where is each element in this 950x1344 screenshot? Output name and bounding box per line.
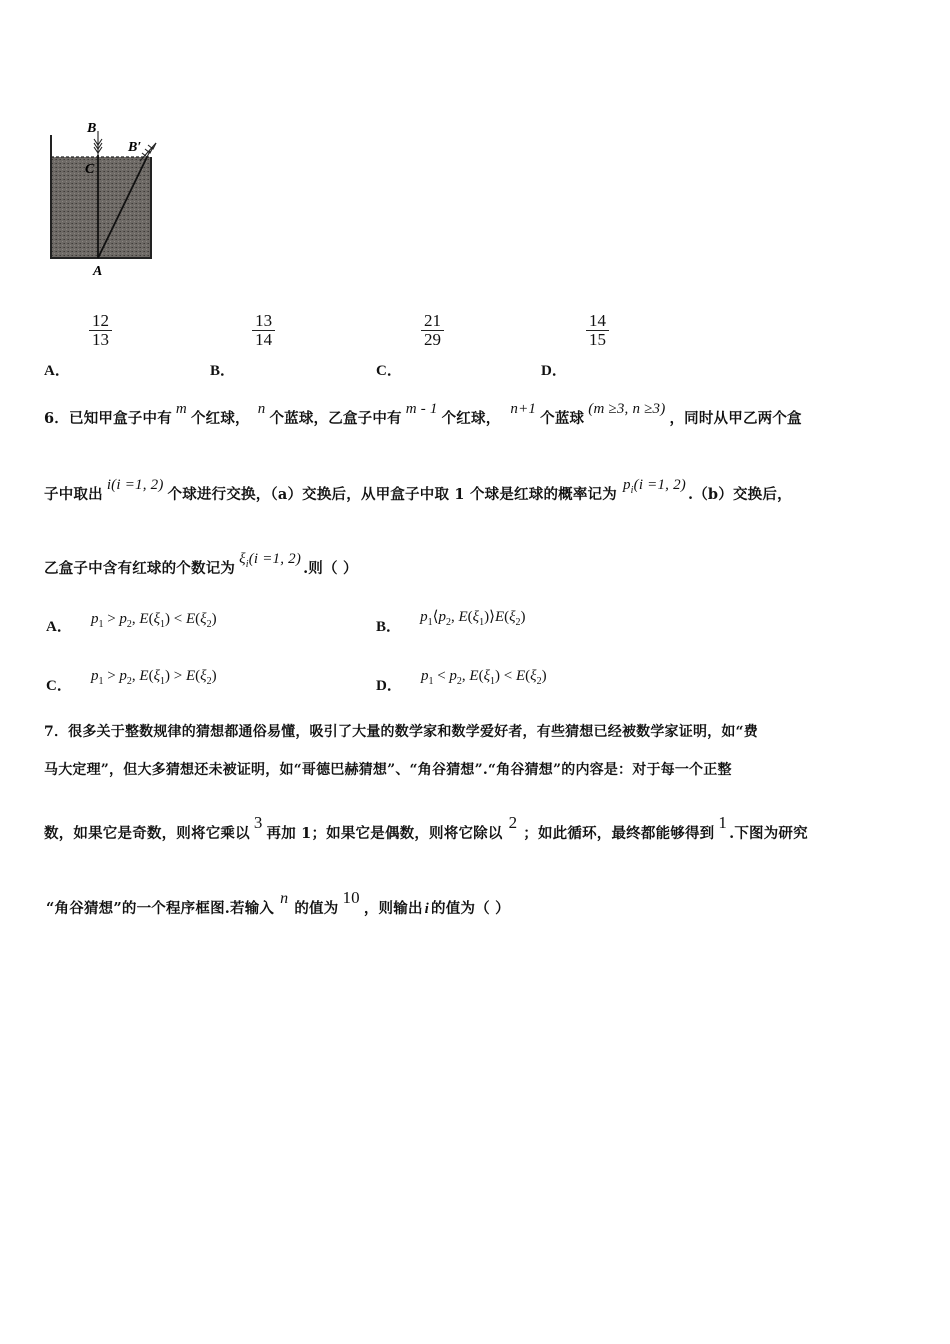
fraction bbox=[252, 312, 275, 349]
denominator: 15 bbox=[588, 329, 606, 349]
math-one: 1 bbox=[718, 813, 728, 832]
operator: ⟩ bbox=[489, 609, 495, 625]
fraction bbox=[421, 312, 444, 349]
xi-tail: (i =1, 2) bbox=[248, 551, 302, 567]
text: .则（ ） bbox=[303, 560, 358, 577]
q5-option-b[interactable] bbox=[210, 311, 275, 379]
p-subscript: i bbox=[630, 485, 634, 496]
math-m-minus-1: m - 1 bbox=[405, 401, 438, 417]
q5-option-a[interactable] bbox=[44, 311, 112, 379]
option-label: B． bbox=[210, 362, 236, 379]
option-label: A． bbox=[46, 619, 72, 635]
tank-figure bbox=[44, 115, 169, 280]
q6-line-1 bbox=[44, 401, 802, 428]
numerator: 13 bbox=[252, 312, 275, 331]
option-math: $p_1 > p_2$, $E(\xi_1) > E(\xi_2)$ bbox=[90, 668, 217, 687]
option-label: C． bbox=[376, 362, 402, 379]
fraction bbox=[586, 312, 609, 349]
q6-option-a[interactable] bbox=[46, 607, 217, 635]
text: “角谷猜想”的一个程序框图.若输入 bbox=[46, 900, 275, 917]
q6-option-b[interactable] bbox=[376, 605, 526, 635]
operator: ⟨ bbox=[432, 609, 439, 625]
text: 子中取出 bbox=[44, 486, 103, 503]
math-i-expr: i(i =1, 2) bbox=[106, 477, 164, 493]
label-A: A bbox=[93, 264, 103, 279]
math-i: i bbox=[424, 901, 430, 917]
text: 的值为 bbox=[294, 900, 339, 917]
math-m: m bbox=[175, 401, 187, 417]
text: 个球进行交换，（a）交换后，从甲盒子中取 1 个球是红球的概率记为 bbox=[167, 486, 617, 503]
math-xi-expr bbox=[239, 551, 302, 570]
denominator: 13 bbox=[91, 329, 109, 349]
numerator: 21 bbox=[421, 312, 444, 331]
denominator: 29 bbox=[423, 329, 441, 349]
text: .下图为研究 bbox=[729, 825, 808, 842]
math-n: n bbox=[280, 890, 289, 907]
numerator: 14 bbox=[586, 312, 609, 331]
p-symbol: p bbox=[622, 477, 631, 493]
text: ；如此循环，最终都能够得到 bbox=[523, 825, 715, 842]
label-C: C bbox=[85, 162, 95, 177]
text: 乙盒子中含有红球的个数记为 bbox=[44, 560, 236, 577]
numerator: 12 bbox=[89, 312, 112, 331]
option-label: A． bbox=[44, 362, 70, 379]
operator: > bbox=[173, 668, 183, 684]
q5-option-c[interactable] bbox=[376, 311, 444, 379]
text: 的值为（ ） bbox=[431, 900, 510, 917]
math-p-expr bbox=[622, 477, 686, 496]
option-label: B． bbox=[376, 619, 402, 635]
water bbox=[51, 157, 151, 258]
option-math: $p_1⟨p_2$, $E(\xi_1)⟩E(\xi_2)$ bbox=[420, 609, 526, 628]
math-three: 3 bbox=[253, 813, 263, 832]
text: 数，如果它是奇数，则将它乘以 bbox=[44, 825, 250, 842]
q7-line-2: 马大定理”，但大多猜想还未被证明，如“哥德巴赫猜想”、“角谷猜想”.“角谷猜想”的内容是：对于每一个正整 bbox=[44, 762, 732, 778]
text: 个蓝球 bbox=[540, 410, 585, 427]
operator: < bbox=[173, 611, 183, 627]
option-math: $p_1 > p_2$, $E(\xi_1) < E(\xi_2)$ bbox=[90, 611, 217, 630]
label-B: B bbox=[87, 121, 97, 136]
text: 个红球， bbox=[190, 410, 250, 427]
option-label: C． bbox=[46, 678, 72, 694]
text: 6．已知甲盒子中有 bbox=[44, 410, 172, 427]
text: ，同时从甲乙两个盒 bbox=[669, 410, 802, 427]
math-n: n bbox=[257, 401, 266, 417]
option-math: $p_1 < p_2$, $E(\xi_1) < E(\xi_2)$ bbox=[420, 668, 547, 687]
text: 再加 1；如果它是偶数，则将它除以 bbox=[266, 825, 503, 842]
q5-option-d[interactable] bbox=[541, 311, 609, 379]
denominator: 14 bbox=[255, 329, 273, 349]
text: .（b）交换后， bbox=[687, 486, 792, 503]
q6-option-c[interactable] bbox=[46, 664, 217, 694]
text: ，则输出 bbox=[363, 900, 423, 917]
tank-diagram bbox=[44, 115, 169, 280]
xi-subscript: i bbox=[245, 559, 249, 570]
text: 个红球， bbox=[441, 410, 501, 427]
q7-line-3 bbox=[44, 813, 808, 843]
p-tail: (i =1, 2) bbox=[633, 477, 686, 493]
option-label: D． bbox=[376, 678, 402, 694]
option-label: D． bbox=[541, 362, 567, 379]
math-condition: (m ≥3, n ≥3) bbox=[588, 401, 666, 417]
text: 个蓝球，乙盒子中有 bbox=[269, 410, 402, 427]
fraction bbox=[89, 312, 112, 349]
operator: > bbox=[107, 611, 116, 627]
q6-option-d[interactable] bbox=[376, 664, 547, 694]
operator: < bbox=[503, 668, 513, 684]
label-Bprime: B′ bbox=[128, 140, 142, 155]
math-n-plus-1: n+1 bbox=[510, 401, 537, 417]
q6-line-2 bbox=[44, 477, 792, 506]
xi-symbol: ξ bbox=[239, 551, 246, 567]
operator: > bbox=[107, 668, 116, 684]
math-ten: 10 bbox=[342, 888, 360, 907]
q7-line-1: 7．很多关于整数规律的猜想都通俗易懂，吸引了大量的数学家和数学爱好者，有些猜想已经被数学家证明，如“费 bbox=[44, 724, 758, 740]
operator: < bbox=[437, 668, 446, 684]
q7-line-4 bbox=[46, 888, 510, 918]
q6-line-3 bbox=[44, 551, 358, 580]
math-two: 2 bbox=[508, 813, 518, 832]
